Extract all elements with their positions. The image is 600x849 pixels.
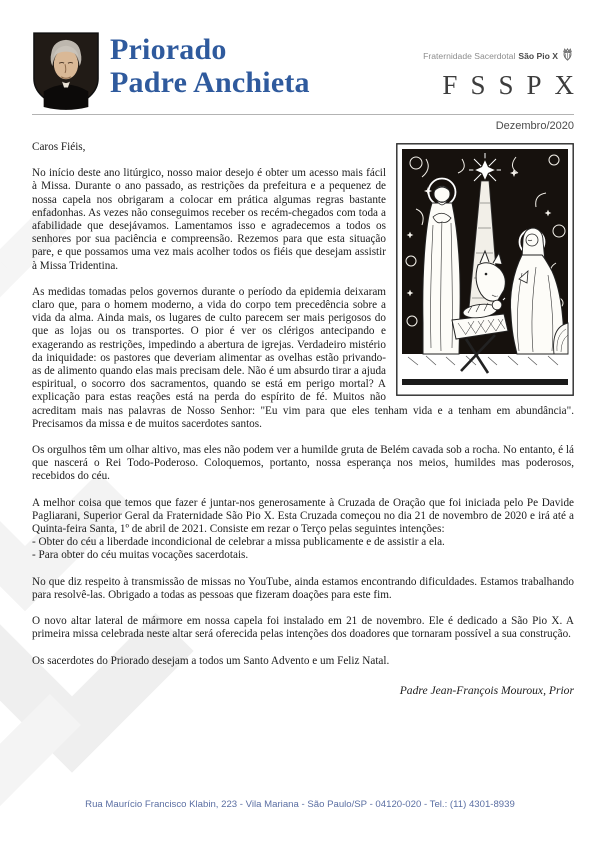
fraternity-name: São Pio X bbox=[518, 50, 558, 61]
issue-date: Dezembro/2020 bbox=[495, 120, 574, 132]
fraternity-line bbox=[423, 48, 574, 63]
letter-paragraph: O novo altar lateral de mármore em nossa capela foi instalado em 21 de novembro. Ele é dedicado a São Pio X. A primeira missa celebrada neste altar será oferecida pelas intenções dos doadores que tornaram possível a sua construção. bbox=[32, 615, 574, 641]
letter-paragraph: As medidas tomadas pelos governos durante o período da epidemia deixaram claro que, para o homem moderno, a vida do corpo tem precedência sobre a vida da alma. Ainda mais, os lugares de culto parecem ser mais perigosos do que as lojas ou os transportes. O pior é ver os clérigos antecipando e exagerando as restrições, impedindo a abertura de igrejas. Verdadeiro mistério da iniquidade: os pastores que deveriam alimentar as ovelhas estão privando-as de alimento quando elas mais precisam dele. Não é um absurdo tirar a ajuda espiritual, o socorro dos sacramentos, quando se está em perigo mortal? A explicação para estas reações está na perda do espírito de fé. Muitos não acreditam mais nas palavras de Nosso Senhor: "Eu vim para que eles tenham vida e a tenham em abundância". Precisamos da missa e de muitos sacerdotes santos. bbox=[32, 285, 574, 430]
fsspx-block bbox=[423, 48, 587, 101]
salutation: Caros Fiéis, bbox=[32, 141, 86, 153]
fsspx-acronym: FSSPX bbox=[442, 70, 587, 100]
fsspx-crest-icon bbox=[561, 48, 574, 63]
signature: Padre Jean-François Mouroux, Prior bbox=[399, 683, 574, 697]
letter-paragraph: No início deste ano litúrgico, nosso maior desejo é obter um acesso mais fácil à Missa. Durante o ano passado, as restrições da prefeitura e a pequenez de nossa capela nos obrigaram a colocar em prática algumas regras bastante enfadonhas. As vezes não conseguimos receber os recém-chegados com toda a afabilidade que desejávamos. Lamentamos isso e agradecemos a todos os senhores por sua paciência e compreensão. Rezemos para que esta situação pare, e que possamos uma vez mais acolher todos os fiéis que desejam assistir à Missa Tridentina. bbox=[32, 167, 386, 272]
letter-body bbox=[0, 132, 600, 697]
header-divider bbox=[32, 114, 574, 115]
letter-paragraph: A melhor coisa que temos que fazer é juntar-nos generosamente à Cruzada de Oração que foi iniciada pelo Pe Davide Pagliarani, Superior Geral da Fraternidade São Pio X. Esta Cruzada começou no dia 21 de novembro de 2020 e irá até a Quinta-feira Santa, 1º de abril de 2021. Consiste em rezar o Terço pelas seguintes intenções: bbox=[32, 496, 574, 536]
nativity-illustration bbox=[396, 143, 574, 396]
intention-item: - Obter do céu a liberdade incondicional de celebrar a missa publicamente e de assistir a ela. bbox=[32, 536, 445, 549]
letter-paragraph: Os orgulhos têm um olhar altivo, mas eles não podem ver a humilde gruta de Belém cavada sob a rocha. No entanto, é lá que nascerá o Rei Todo-Poderoso. Coloquemos, portanto, nossa esperança nos meios, humildes mas poderosos, recebidos do céu. bbox=[32, 444, 574, 483]
org-title-line1: Priorado bbox=[110, 33, 227, 66]
letter-paragraph: No que diz respeito à transmissão de missas no YouTube, ainda estamos encontrando dificuldades. Estamos trabalhando para resolvê-las. Obrigado a todas as pessoas que fizeram doações para este fim. bbox=[32, 575, 574, 601]
fraternity-label: Fraternidade Sacerdotal bbox=[423, 50, 516, 61]
org-title-line2: Padre Anchieta bbox=[110, 66, 310, 99]
padre-anchieta-portrait-icon bbox=[32, 31, 100, 111]
footer-address: Rua Maurício Francisco Klabin, 223 - Vila Mariana - São Paulo/SP - 04120-020 - Tel.: (11) 4301-8939 bbox=[85, 799, 515, 810]
letterhead bbox=[0, 0, 600, 132]
intention-item: - Para obter do céu muitas vocações sacerdotais. bbox=[32, 549, 249, 562]
org-title bbox=[110, 33, 310, 99]
letter-paragraph: Os sacerdotes do Priorado desejam a todos um Santo Advento e um Feliz Natal. bbox=[32, 654, 390, 667]
